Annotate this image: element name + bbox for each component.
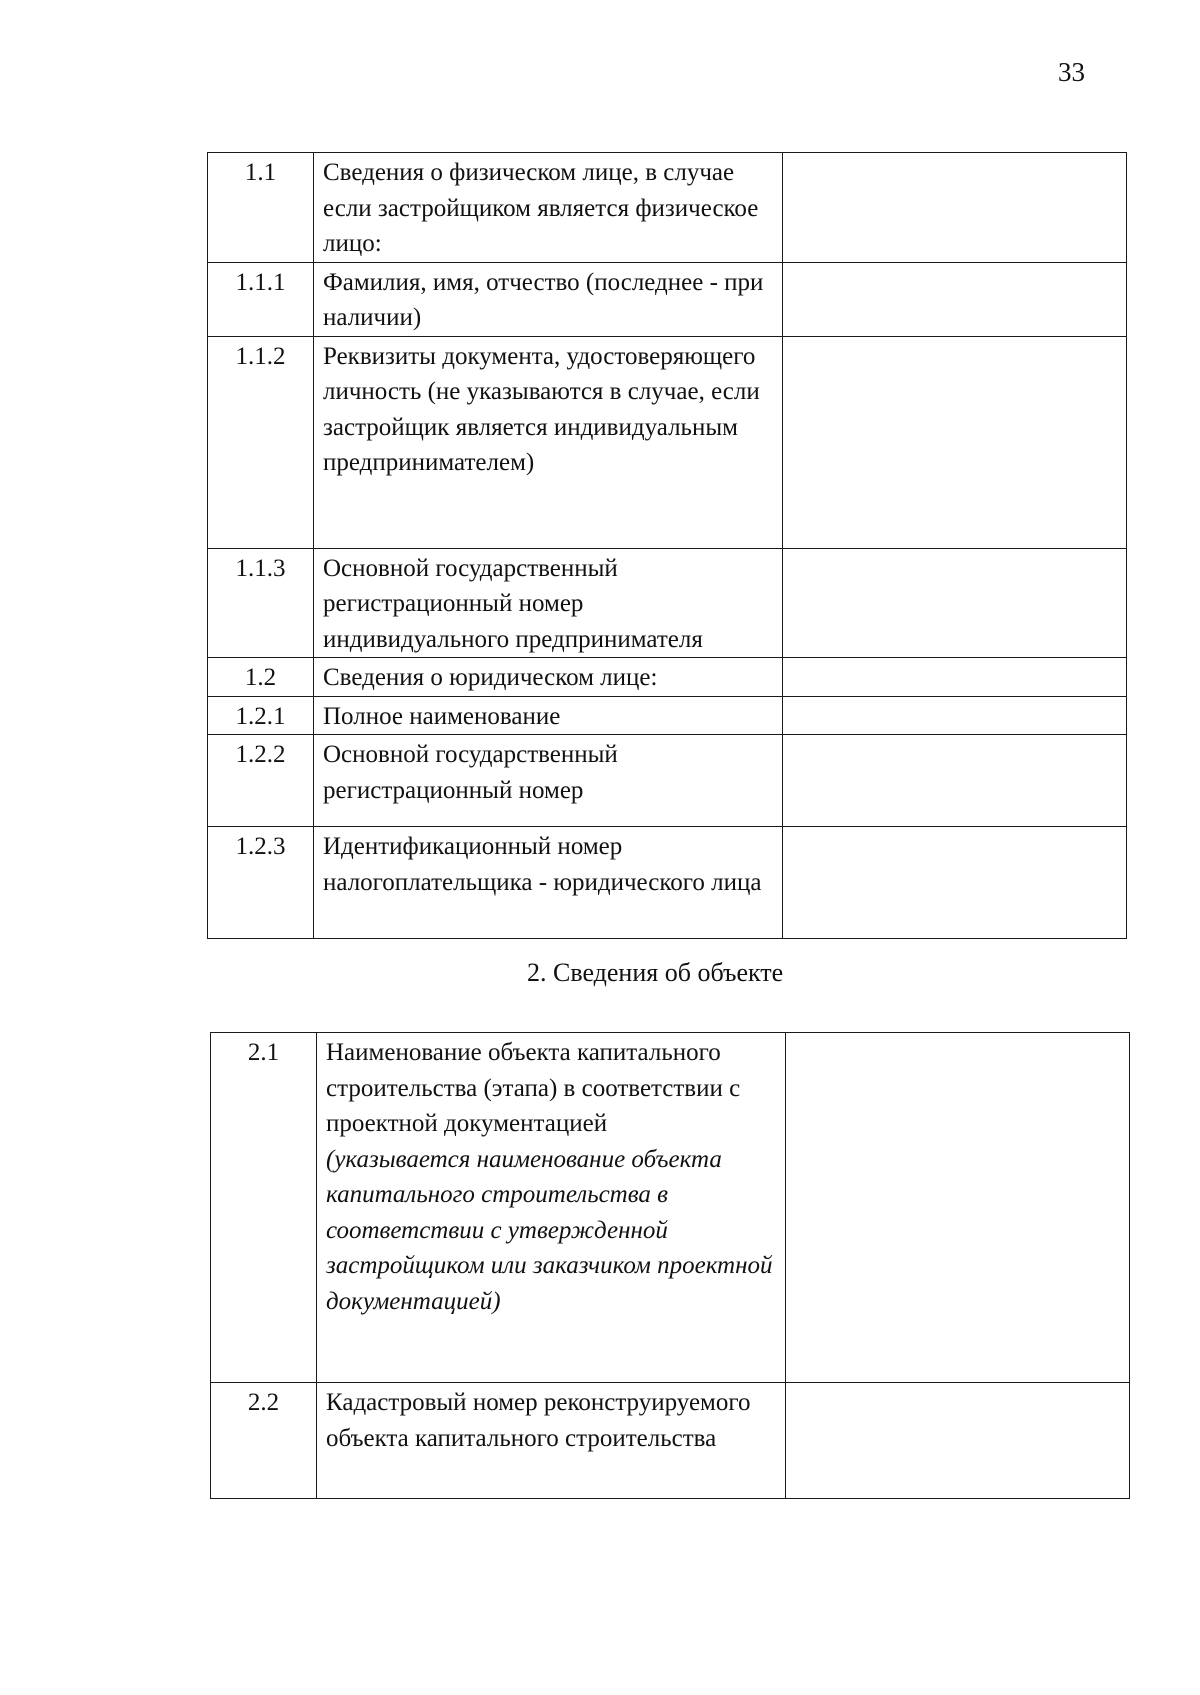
row-value-field[interactable] <box>786 1033 1130 1383</box>
row-number: 1.2.2 <box>208 735 314 827</box>
table-row <box>208 336 1127 548</box>
row-value-field[interactable] <box>783 153 1127 263</box>
row-value-field[interactable] <box>783 735 1127 827</box>
row-number: 1.2.1 <box>208 696 314 735</box>
row-number: 2.1 <box>211 1033 317 1383</box>
table-row <box>208 153 1127 263</box>
row-value-field[interactable] <box>783 827 1127 939</box>
row-number: 1.2.3 <box>208 827 314 939</box>
row-description: Наименование объекта капитального строительства (этапа) в соответствии с проектной документацией <box>326 1039 741 1137</box>
row-value-field[interactable] <box>783 548 1127 658</box>
row-value-field[interactable] <box>783 658 1127 697</box>
table-row <box>208 658 1127 697</box>
row-description: Реквизиты документа, удостоверяющего личность (не указываются в случае, если застройщик является индивидуальным предпринимателем) <box>314 336 783 548</box>
row-number: 1.1.1 <box>208 262 314 336</box>
applicant-info-table <box>207 152 1127 939</box>
table-row <box>208 827 1127 939</box>
row-value-field[interactable] <box>783 696 1127 735</box>
table-row <box>208 548 1127 658</box>
row-description: Основной государственный регистрационный номер индивидуального предпринимателя <box>314 548 783 658</box>
row-description: Основной государственный регистрационный номер <box>314 735 783 827</box>
row-number: 1.1.2 <box>208 336 314 548</box>
row-number: 1.2 <box>208 658 314 697</box>
row-description: Кадастровый номер реконструируемого объекта капитального строительства <box>317 1383 786 1499</box>
table-row <box>208 262 1127 336</box>
page-number: 33 <box>1058 57 1085 87</box>
row-value-field[interactable] <box>783 336 1127 548</box>
row-description: Сведения о физическом лице, в случае если застройщиком является физическое лицо: <box>314 153 783 263</box>
table-row <box>208 696 1127 735</box>
row-value-field[interactable] <box>786 1383 1130 1499</box>
section-heading: 2. Сведения об объекте <box>527 958 784 987</box>
row-description: Фамилия, имя, отчество (последнее - при наличии) <box>314 262 783 336</box>
row-number: 2.2 <box>211 1383 317 1499</box>
row-value-field[interactable] <box>783 262 1127 336</box>
row-description-cell <box>317 1033 786 1383</box>
row-number: 1.1.3 <box>208 548 314 658</box>
object-info-table <box>210 1032 1130 1499</box>
row-description: Полное наименование <box>314 696 783 735</box>
row-number: 1.1 <box>208 153 314 263</box>
row-description: Сведения о юридическом лице: <box>314 658 783 697</box>
row-description-note: (указывается наименование объекта капитального строительства в соответствии с утвержденной застройщиком или заказчиком проектной документацией) <box>326 1145 773 1315</box>
row-description: Идентификационный номер налогоплательщика - юридического лица <box>314 827 783 939</box>
table-row <box>211 1033 1130 1383</box>
table-row <box>208 735 1127 827</box>
table-row <box>211 1383 1130 1499</box>
